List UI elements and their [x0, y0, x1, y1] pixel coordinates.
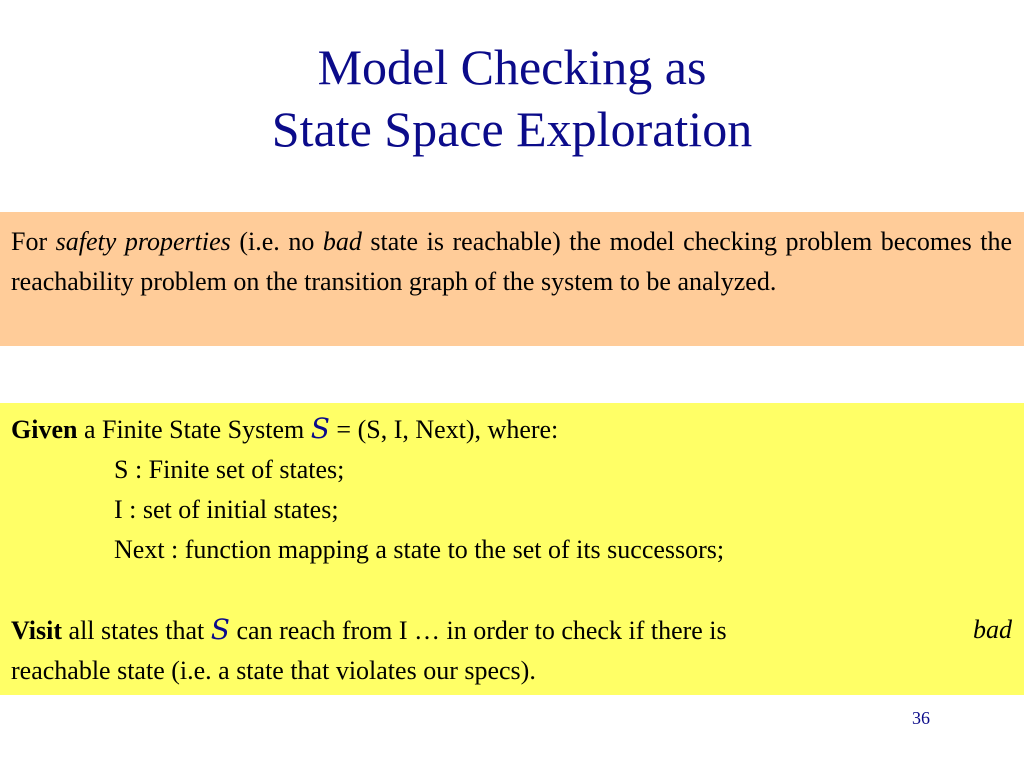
given-keyword: Given	[11, 415, 78, 444]
definition-item: I : set of initial states;	[114, 495, 339, 524]
intro-text-1: For	[11, 227, 56, 256]
intro-text-2: (i.e. no	[230, 227, 323, 256]
visit-text-a: all states that	[62, 616, 211, 645]
slide-title	[0, 36, 1024, 160]
visit-line-2: reachable state (i.e. a state that violates our specs).	[11, 656, 536, 685]
intro-text-3: state is reachable) the model checking problem becomes the reachability problem on the transition graph of the system to be analyzed.	[11, 227, 1013, 296]
given-line	[11, 409, 1012, 450]
spacer	[11, 570, 1012, 610]
visit-keyword: Visit	[11, 616, 63, 645]
given-text-b: = (S, I, Next), where:	[329, 415, 559, 444]
title-line-2: State Space Exploration	[271, 101, 753, 157]
system-symbol: S	[210, 613, 230, 646]
page-number: 36	[912, 708, 930, 728]
intro-safety-properties: safety properties	[55, 227, 231, 256]
visit-bad: bad	[973, 615, 1012, 644]
title-line-1: Model Checking as	[317, 39, 707, 95]
definition-box	[0, 403, 1024, 695]
safety-properties-box	[0, 212, 1024, 346]
visit-text-b: can reach from I … in order to check if there is	[229, 616, 727, 645]
intro-bad: bad	[322, 227, 362, 256]
visit-line	[11, 610, 1012, 651]
system-symbol: S	[310, 412, 330, 445]
given-text-a: a Finite State System	[77, 415, 311, 444]
definition-item: Next : function mapping a state to the set of its successors;	[114, 535, 725, 564]
definition-item: S : Finite set of states;	[114, 455, 345, 484]
